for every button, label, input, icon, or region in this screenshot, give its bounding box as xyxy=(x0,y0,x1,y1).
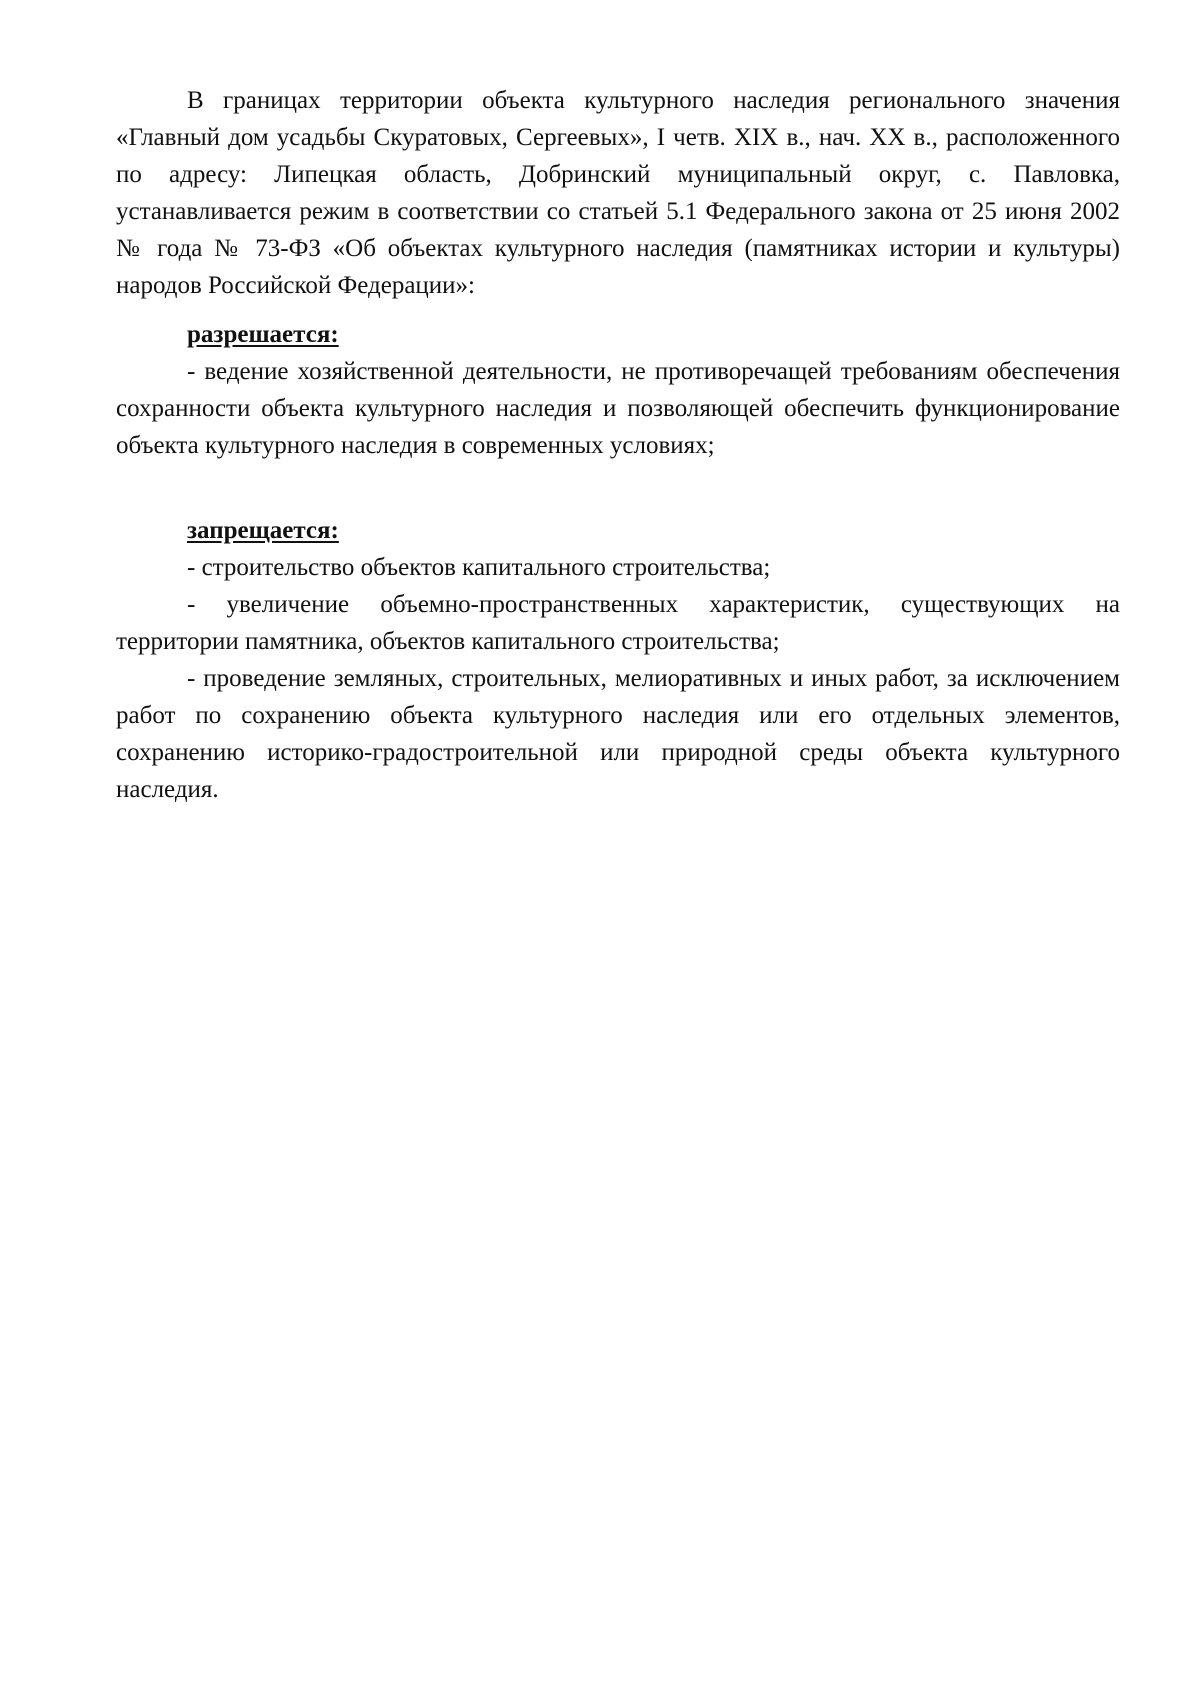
forbidden-item: - увеличение объемно-пространственных характеристик, существующих на территории памятника, объектов капитального строительства; xyxy=(116,591,1120,655)
forbidden-item: - строительство объектов капитального строительства; xyxy=(187,554,771,581)
spacer xyxy=(116,464,1120,512)
forbidden-item: - проведение земляных, строительных, мелиоративных и иных работ, за исключением работ по сохранению объекта культурного наследия или его отдельных элементов, сохранению историко-градостроительной или природной среды объекта культурного наследия. xyxy=(116,665,1120,803)
allowed-heading: разрешается: xyxy=(187,321,339,348)
intro-paragraph: В границах территории объекта культурного наследия регионального значения «Главный дом усадьбы Скуратовых, Сергеевых», I четв. XIX в., нач. XX в., расположенного по адресу: Липецкая область, Добринский муниципальный округ, с. Павловка, устанавливается режим в соответствии со статьей 5.1 Федерального закона от 25 июня 2002 № года № 73-ФЗ «Об объектах культурного наследия (памятниках истории и культуры) народов Российской Федерации»: xyxy=(116,87,1120,299)
document-body xyxy=(116,82,1120,808)
forbidden-heading: запрещается: xyxy=(187,517,339,544)
allowed-item: - ведение хозяйственной деятельности, не противоречащей требованиям обеспечения сохранности объекта культурного наследия и позволяющей обеспечить функционирование объекта культурного наследия в современных условиях; xyxy=(116,358,1120,459)
spacer xyxy=(116,304,1120,316)
